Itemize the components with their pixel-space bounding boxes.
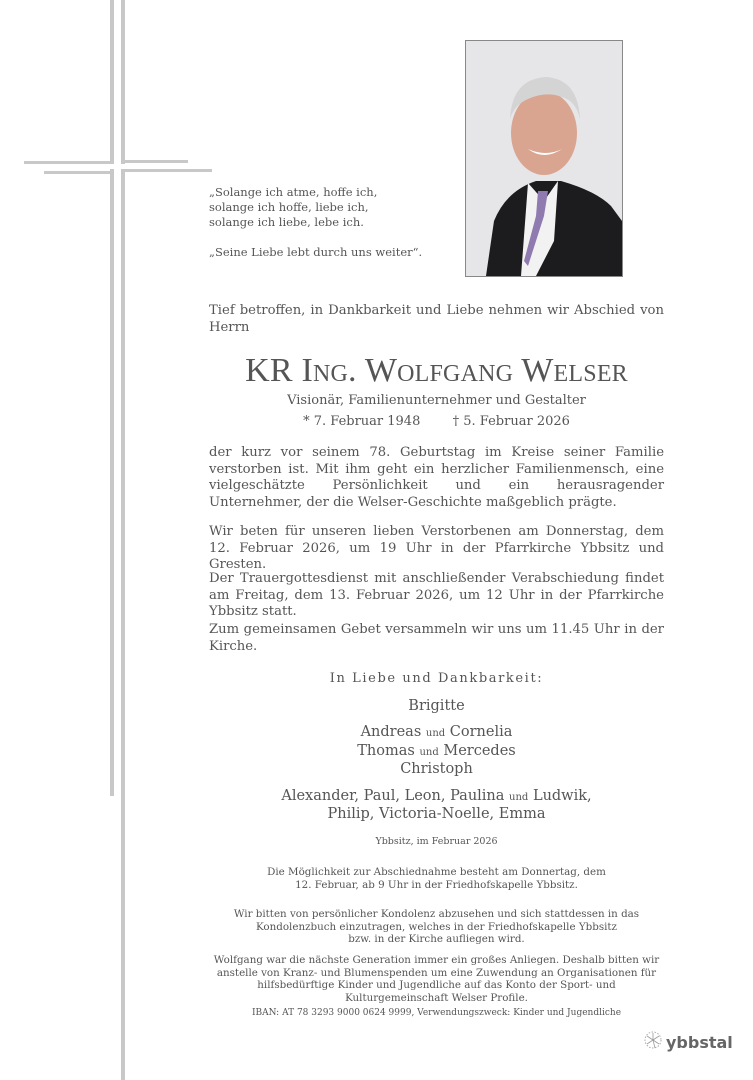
logo-text: ybbstal — [666, 1032, 733, 1052]
portrait-photo — [465, 40, 623, 277]
portrait-illustration — [466, 41, 622, 276]
paragraph-biography: der kurz vor seinem 78. Geburtstag im Kreise seiner Familie verstorben ist. Mit ihm geht ein herzlicher Familienmensch, eine vielgeschätzte Persönlichkeit und ein herausragender Unternehmer, der die Welser-Geschichte maßgeblich prägte. — [209, 445, 664, 510]
iban: IBAN: AT 78 3293 9000 0624 9999, Verwendungszweck: Kinder und Jugendliche — [251, 1008, 622, 1019]
mourner-couple: Andreas und Cornelia — [360, 724, 513, 740]
paragraph-prayer: Wir beten für unseren lieben Verstorbenen am Donnerstag, dem 12. Februar 2026, um 19 Uhr in der Pfarrkirche Ybbsitz und Gresten. — [209, 524, 664, 572]
mourner-spouse: Brigitte — [408, 697, 465, 714]
quote-line: „Solange ich atme, hoffe ich, — [209, 185, 378, 199]
cross-upper-horizontal-left — [24, 161, 112, 164]
cross-lower-horizontal-left — [44, 171, 112, 174]
mourners-grandchildren: Alexander, Paul, Leon, Paulina und Ludwik, Philip, Victoria-Noelle, Emma — [281, 787, 592, 822]
death-date: † 5. Februar 2026 — [452, 414, 570, 429]
paragraph-gathering: Zum gemeinsamen Gebet versammeln wir uns um 11.45 Uhr in der Kirche. — [209, 622, 664, 654]
quote-line: solange ich liebe, lebe ich. — [209, 215, 364, 229]
paragraph-funeral: Der Trauergottesdienst mit anschließender Verabschiedung findet am Freitag, dem 13. Februar 2026, um 12 Uhr in der Pfarrkirche Ybbsitz statt. — [209, 571, 664, 619]
birth-date: * 7. Februar 1948 — [303, 414, 421, 429]
notice-condolence: Wir bitten von persönlicher Kondolenz abzusehen und sich stattdessen in das Kondolenzbuch einzutragen, welches in der Friedhofskapelle Ybbsitz bzw. in der Kirche aufliegen wird. — [233, 908, 640, 946]
place-date: Ybbsitz, im Februar 2026 — [375, 836, 498, 847]
notice-donation: Wolfgang war die nächste Generation immer ein großes Anliegen. Deshalb bitten wir anstelle von Kranz- und Blumenspenden um eine Zuwendung an Organisationen für hilfsbedürftige Kinder und Jugendliche auf das Konto der Sport- und Kulturgemeinschaft Welser Profile. — [213, 954, 660, 1004]
mourners-children — [209, 724, 664, 779]
quote-line: solange ich hoffe, liebe ich, — [209, 200, 369, 214]
cross-lower-horizontal-right — [123, 169, 212, 172]
notice-viewing: Die Möglichkeit zur Abschiednahme besteht am Donnertag, dem 12. Februar, ab 9 Uhr in der Friedhofskapelle Ybbsitz. — [267, 866, 606, 891]
cross-left-vertical — [110, 0, 114, 796]
quote-second: „Seine Liebe lebt durch uns weiter“. — [209, 245, 423, 259]
mourner-child: Christoph — [400, 761, 473, 777]
deceased-name: KR Ing. Wolfgang Welser — [245, 352, 628, 389]
intro-text: Tief betroffen, in Dankbarkeit und Liebe nehmen wir Abschied von Herrn — [209, 303, 664, 335]
quote-block — [209, 185, 422, 260]
dandelion-icon — [643, 1030, 663, 1054]
cross-upper-horizontal-right — [123, 160, 188, 163]
mourner-couple: Thomas und Mercedes — [357, 742, 516, 759]
subtitle: Visionär, Familienunternehmer und Gestalter — [287, 393, 586, 408]
ybbstal-logo — [643, 1030, 733, 1054]
mourners-heading: In Liebe und Dankbarkeit: — [329, 671, 544, 686]
life-dates — [209, 413, 664, 430]
